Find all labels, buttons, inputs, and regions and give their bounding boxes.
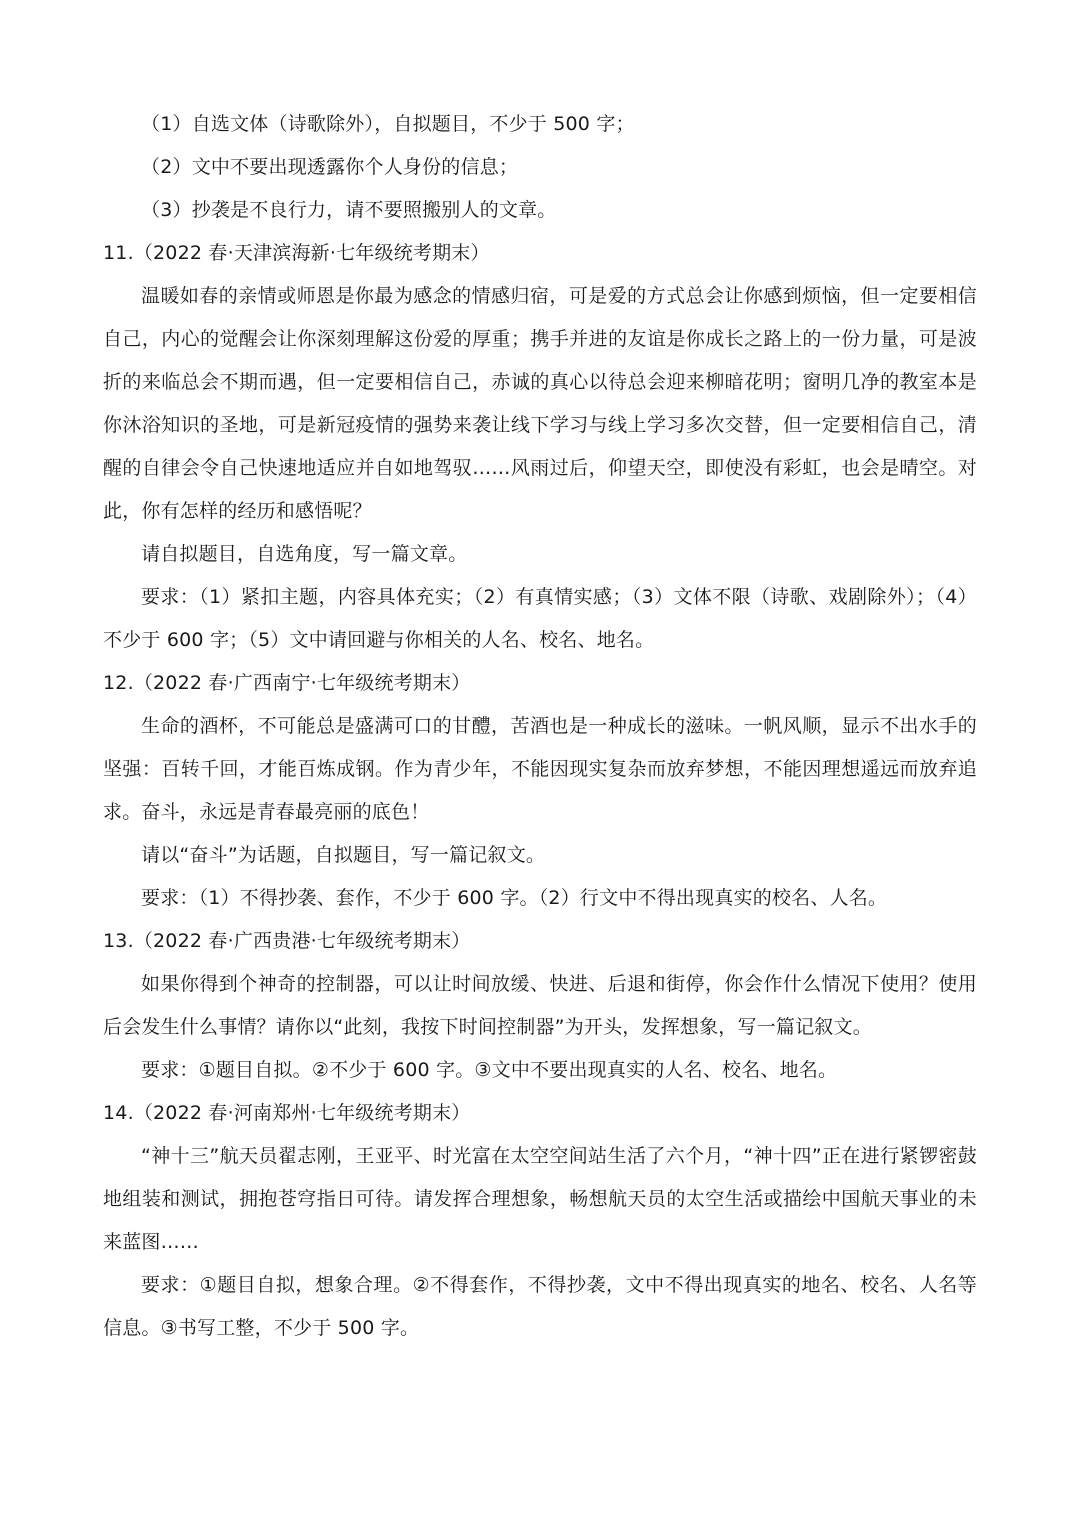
lead-requirement-2: （2）文中不要出现透露你个人身份的信息； <box>141 156 519 178</box>
question-13-requirement: 要求：①题目自拟。②不少于 600 字。③文中不要出现真实的人名、校名、地名。 <box>141 1059 838 1081</box>
question-11-instruction: 请自拟题目，自选角度，写一篇文章。 <box>141 543 468 565</box>
question-12-header: 12.（2022 春·广西南宁·七年级统考期末） <box>103 672 471 694</box>
question-11-requirement: 要求：（1）紧扣主题，内容具体充实；（2）有真情实感；（3）文体不限（诗歌、戏剧除外）；（4）不少于 600 字；（5）文中请回避与你相关的人名、校名、地名。 <box>103 586 977 651</box>
question-14-requirement: 要求：①题目自拟，想象合理。②不得套作，不得抄袭，文中不得出现真实的地名、校名、人名等信息。③书写工整，不少于 500 字。 <box>103 1274 977 1339</box>
question-12-prompt: 生命的酒杯，不可能总是盛满可口的甘醴，苦酒也是一种成长的滋味。一帆风顺，显示不出水手的坚强：百转千回，才能百炼成钢。作为青少年，不能因现实复杂而放弃梦想，不能因理想遥远而放弃追求。奋斗，永远是青春最亮丽的底色！ <box>103 715 977 823</box>
question-12-instruction: 请以“奋斗”为话题，自拟题目，写一篇记叙文。 <box>141 844 546 866</box>
question-12-requirement: 要求：（1）不得抄袭、套作，不少于 600 字。（2）行文中不得出现真实的校名、人名。 <box>141 887 888 909</box>
question-14-header: 14.（2022 春·河南郑州·七年级统考期末） <box>103 1102 471 1124</box>
question-11-prompt: 温暖如春的亲情或师恩是你最为感念的情感归宿，可是爱的方式总会让你感到烦恼，但一定要相信自己，内心的觉醒会让你深刻理解这份爱的厚重；携手并进的友谊是你成长之路上的一份力量，可是波折的来临总会不期而遇，但一定要相信自己，赤诚的真心以待总会迎来柳暗花明；窗明几净的教室本是你沐浴知识的圣地，可是新冠疫情的强势来袭让线下学习与线上学习多次交替，但一定要相信自己，清醒的自律会令自己快速地适应并自如地驾驭……风雨过后，仰望天空，即使没有彩虹，也会是晴空。对此，你有怎样的经历和感悟呢？ <box>103 285 977 522</box>
lead-requirement-3: （3）抄袭是不良行力，请不要照搬别人的文章。 <box>141 199 557 221</box>
question-14-prompt: “神十三”航天员翟志刚，王亚平、时光富在太空空间站生活了六个月，“神十四”正在进行紧锣密鼓地组装和测试，拥抱苍穹指日可待。请发挥合理想象，畅想航天员的太空生活或描绘中国航天事业的未来蓝图…… <box>103 1145 977 1253</box>
question-13-header: 13.（2022 春·广西贵港·七年级统考期末） <box>103 930 471 952</box>
question-11-header: 11.（2022 春·天津滨海新·七年级统考期末） <box>103 242 490 264</box>
lead-requirement-1: （1）自选文体（诗歌除外），自拟题目，不少于 500 字； <box>141 113 635 135</box>
document-content <box>103 103 977 1350</box>
question-13-prompt: 如果你得到个神奇的控制器，可以让时间放缓、快进、后退和街停，你会作什么情况下使用？使用后会发生什么事情？请你以“此刻，我按下时间控制器”为开头，发挥想象，写一篇记叙文。 <box>103 973 977 1038</box>
